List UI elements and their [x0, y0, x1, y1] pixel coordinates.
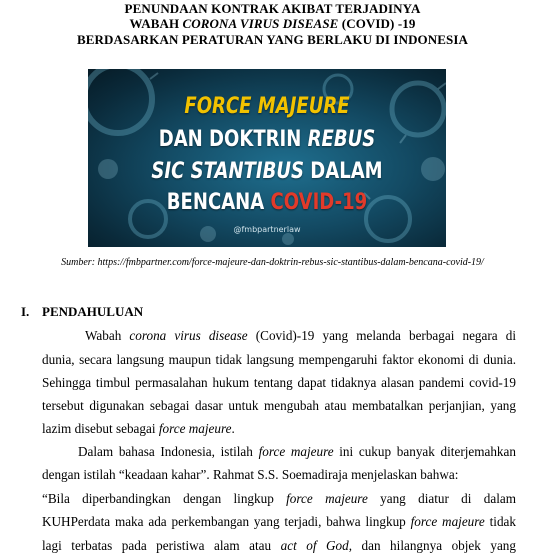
banner-italic-text: REBUS	[307, 127, 376, 152]
section-title: PENDAHULUAN	[42, 304, 144, 319]
text: , dan hilangnya objek yang	[348, 538, 516, 553]
banner-watermark: @fmbpartnerlaw	[233, 225, 301, 234]
text: “Bila diperbandingkan dengan lingkup	[42, 491, 287, 506]
paragraph-line: tersebut digunakan sebagai dasar untuk mengubah atau membatalkan perjanjian, yang	[42, 398, 516, 413]
title-text: WABAH	[129, 16, 183, 31]
banner-line-4	[120, 190, 414, 216]
paragraph-line	[42, 538, 516, 553]
text: Wabah	[85, 328, 130, 343]
italic-text: corona virus disease	[129, 328, 248, 343]
text: ini cukup banyak diterjemahkan	[333, 444, 516, 459]
italic-text: force majeure	[410, 514, 485, 529]
banner-text: BENCANA	[166, 190, 271, 215]
italic-text: force majeure	[158, 421, 232, 436]
document-title-line-2	[0, 16, 545, 31]
title-italic-text: CORONA VIRUS DISEASE	[182, 16, 339, 31]
banner-highlight-text: COVID-19	[270, 190, 368, 215]
italic-text: force majeure	[286, 491, 368, 506]
text: KUHPerdata maka ada perkembangan yang terjadi, bahwa lingkup	[42, 514, 411, 529]
title-text: (COVID) -19	[338, 16, 416, 31]
banner-text: DALAM	[303, 159, 383, 184]
italic-text: act of God	[280, 538, 349, 553]
text: tidak	[484, 514, 516, 529]
banner-line-3	[120, 159, 414, 185]
text: .	[231, 421, 235, 436]
text: (Covid)-19 yang melanda berbagai negara di	[247, 328, 516, 343]
paragraph-line	[78, 444, 516, 459]
paragraph-line	[42, 514, 516, 529]
text: lazim disebut sebagai	[42, 421, 159, 436]
paragraph-line	[42, 421, 516, 436]
section-number: I.	[21, 304, 30, 319]
text: Dalam bahasa Indonesia, istilah	[78, 444, 259, 459]
paragraph-line	[42, 491, 516, 506]
image-source-caption: Sumber: https://fmbpartner.com/force-majeure-dan-doktrin-rebus-sic-stantibus-dalam-bencana-covid-19/	[61, 257, 484, 268]
paragraph-line: dunia, secara langsung maupun tidak langsung mempengaruhi faktor ekonomi di dunia.	[42, 352, 516, 367]
document-title-line-3: BERDASARKAN PERATURAN YANG BERLAKU DI INDONESIA	[76, 32, 469, 47]
banner-line-1: FORCE MAJEURE	[184, 94, 350, 119]
paragraph-line	[85, 328, 516, 343]
text: yang diatur di dalam	[367, 491, 516, 506]
italic-text: force majeure	[258, 444, 334, 459]
paragraph-line: dengan istilah “keadaan kahar”. Rahmat S.S. Soemadiraja menjelaskan bahwa:	[42, 467, 459, 482]
banner-line-2	[120, 127, 414, 153]
banner-italic-text: SIC STANTIBUS	[151, 159, 304, 184]
document-title-line-1: PENUNDAAN KONTRAK AKIBAT TERJADINYA	[124, 1, 421, 16]
banner-image	[88, 69, 446, 247]
text: lagi terbatas pada peristiwa alam atau	[42, 538, 281, 553]
banner-text: DAN DOKTRIN	[158, 127, 308, 152]
paragraph-line: Sehingga timbul permasalahan hukum tentang dapat tidaknya alasan pandemi covid-19	[42, 375, 516, 390]
